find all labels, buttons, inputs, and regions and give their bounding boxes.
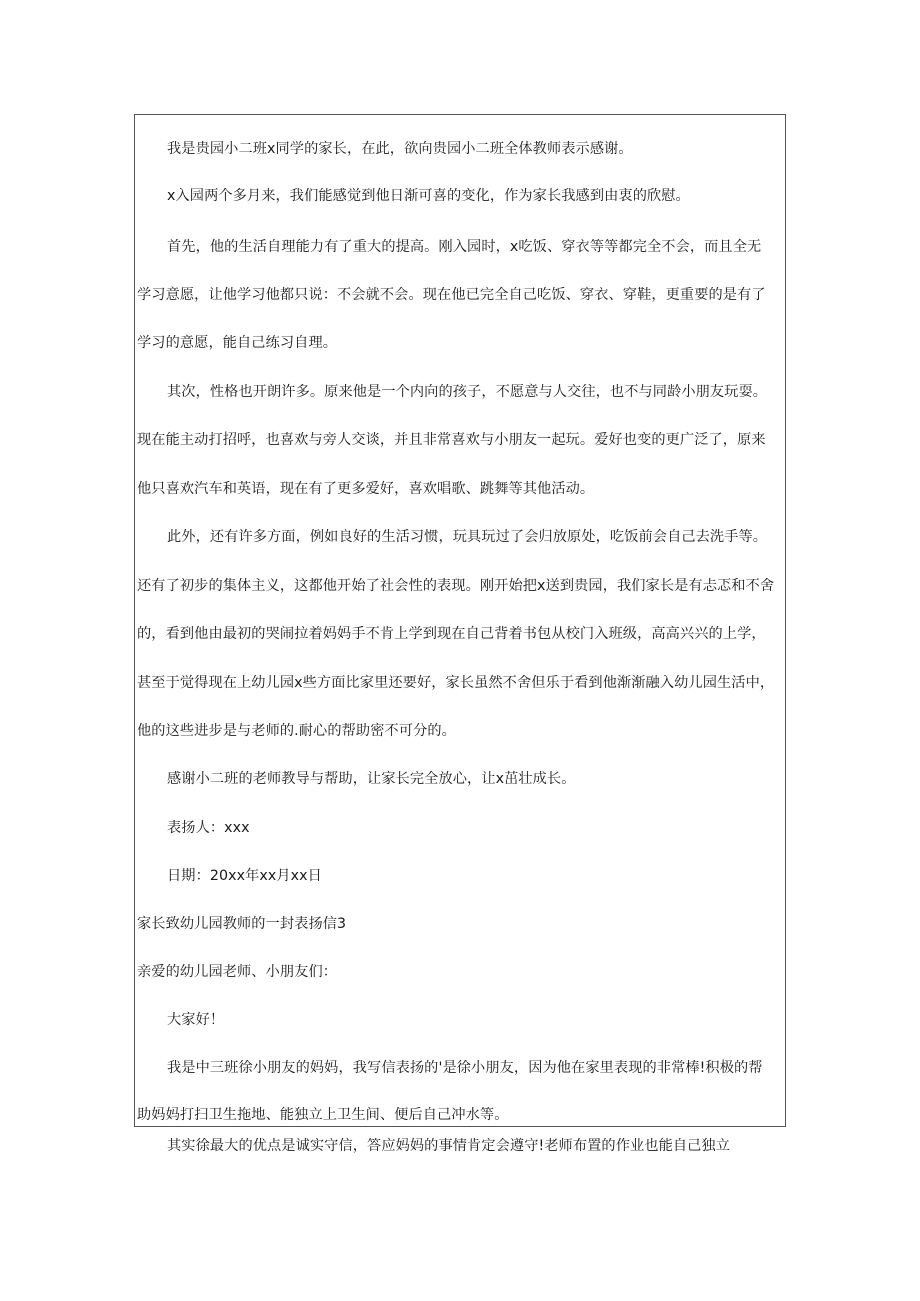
paragraph-line: x入园两个多月来，我们能感觉到他日渐可喜的变化，作为家长我感到由衷的欣慰。 — [167, 188, 690, 204]
paragraph-line: 他的这些进步是与老师的.耐心的帮助密不可分的。 — [137, 723, 456, 739]
paragraph-line: 的，看到他由最初的哭闹拉着妈妈手不肯上学到现在自己背着书包从校门入班级，高高兴兴的上学， — [137, 626, 766, 642]
paragraph-line: 此外，还有许多方面，例如良好的生活习惯，玩具玩过了会归放原处，吃饭前会自己去洗手等。 — [167, 529, 768, 545]
paragraph-line: 感谢小二班的老师教导与帮助，让家长完全放心，让x茁壮成长。 — [167, 771, 576, 787]
paragraph-line: 其次，性格也开朗许多。原来他是一个内向的孩子，不愿意与人交往，也不与同龄小朋友玩耍。 — [167, 384, 768, 400]
paragraph-line: 甚至于觉得现在上幼儿园x些方面比家里还要好，家长虽然不舍但乐于看到他渐渐融入幼儿园生活中， — [137, 675, 775, 691]
date-line: 日期：20xx年xx月xx日 — [167, 868, 322, 884]
paragraph-line: 我是贵园小二班x同学的家长，在此，欲向贵园小二班全体教师表示感谢。 — [167, 141, 633, 157]
paragraph-line: 其实徐最大的优点是诚实守信，答应妈妈的事情肯定会遵守!老师布置的作业也能自己独立 — [167, 1138, 731, 1154]
paragraph-line: 学习意愿，让他学习他都只说：不会就不会。现在他已完全自己吃饭、穿衣、穿鞋，更重要的是有了 — [137, 287, 766, 303]
paragraph-line: 首先，他的生活自理能力有了重大的提高。刚入园时，x吃饭、穿衣等等都完全不会，而且全无 — [167, 239, 762, 255]
paragraph-line: 还有了初步的集体主义，这都他开始了社会性的表现。刚开始把x送到贵园，我们家长是有忐忑和不舍 — [137, 578, 775, 594]
paragraph-line: 助妈妈打扫卫生拖地、能独立上卫生间、便后自己冲水等。 — [137, 1107, 509, 1123]
salutation: 亲爱的幼儿园老师、小朋友们： — [137, 964, 338, 980]
paragraph-line: 他只喜欢汽车和英语，现在有了更多爱好，喜欢唱歌、跳舞等其他活动。 — [137, 481, 595, 497]
paragraph-line: 学习的意愿，能自己练习自理。 — [137, 335, 338, 351]
letter-title: 家长致幼儿园教师的一封表扬信3 — [137, 916, 347, 932]
paragraph-line: 现在能主动打招呼，也喜欢与旁人交谈，并且非常喜欢与小朋友一起玩。爱好也变的更广泛了，原来 — [137, 432, 766, 448]
signature-line: 表扬人：xxx — [167, 820, 250, 836]
paragraph-line: 我是中三班徐小朋友的妈妈，我写信表扬的'是徐小朋友，因为他在家里表现的非常棒!积极的帮 — [167, 1060, 763, 1076]
greeting: 大家好！ — [167, 1012, 225, 1028]
